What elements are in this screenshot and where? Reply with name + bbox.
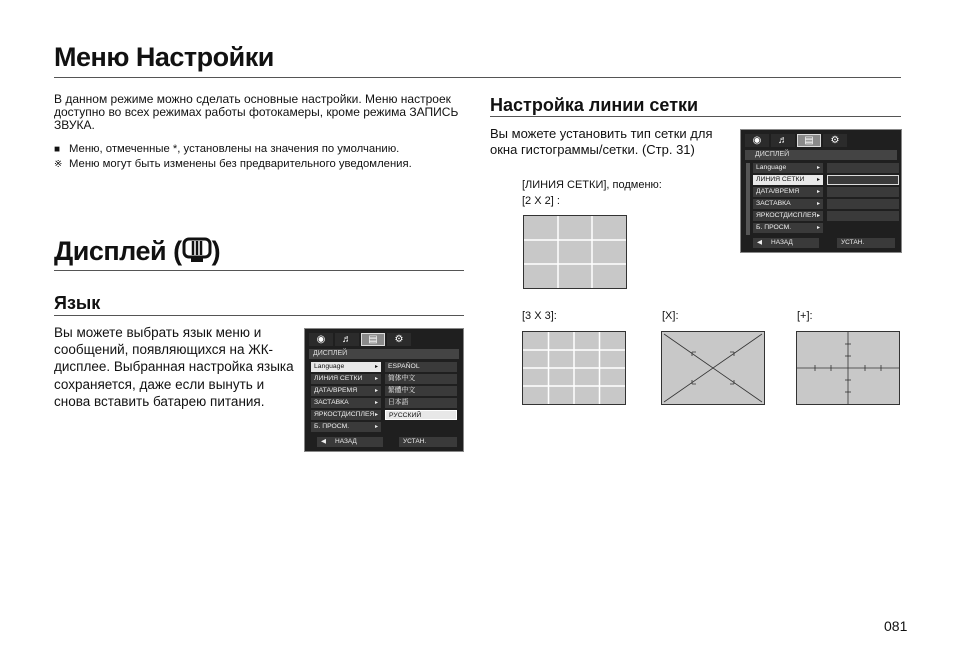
grid-plus-illustration bbox=[796, 331, 900, 405]
section-divider bbox=[54, 270, 464, 271]
back-arrow-icon: ◀ bbox=[321, 438, 326, 445]
grid-submenu-label: [ЛИНИЯ СЕТКИ], подменю: bbox=[522, 179, 662, 191]
lang-option: ESPAÑOL bbox=[385, 362, 457, 372]
notes bbox=[54, 142, 412, 172]
grid-heading: Настройка линии сетки bbox=[490, 95, 699, 115]
language-description: Вы можете выбрать язык меню и сообщений, появляющихся на ЖК-дисплее. Выбранная настройка языка сохраняется, даже если вынуть и снова вставить батарею питания. bbox=[54, 325, 294, 409]
scroll-track bbox=[746, 163, 750, 235]
page-number: 081 bbox=[884, 618, 908, 634]
display-icon: ▤ bbox=[797, 134, 821, 147]
camera-screen-grid bbox=[740, 129, 902, 253]
page-title: Меню Настройки bbox=[54, 42, 274, 72]
back-arrow-icon: ◀ bbox=[757, 239, 762, 246]
back-label: НАЗАД bbox=[771, 239, 793, 246]
sound-icon: ♬ bbox=[335, 333, 359, 346]
note-marker-reference: ※ bbox=[54, 159, 63, 170]
sound-icon: ♬ bbox=[771, 134, 795, 147]
grid-description: Вы можете установить тип сетки для окна гистограммы/сетки. (Стр. 31) bbox=[490, 126, 713, 157]
lang-option: 日本語 bbox=[385, 398, 457, 408]
camera-menu-tabs bbox=[309, 333, 411, 346]
menu-header: ДИСПЛЕЙ bbox=[755, 151, 790, 158]
language-heading: Язык bbox=[54, 293, 101, 313]
note-change: ※ Меню могут быть изменены без предварительного уведомления. bbox=[54, 158, 412, 170]
lang-option-selected: РУССКИЙ bbox=[385, 410, 457, 420]
menu-item-brightness: ЯРКОСТДИСПЛЕЯ ▸ bbox=[311, 410, 381, 420]
camera-icon: ◉ bbox=[745, 134, 769, 147]
title-divider bbox=[54, 77, 901, 78]
display-icon: ▤ bbox=[361, 333, 385, 346]
settings-gear-icon: ⚙ bbox=[823, 134, 847, 147]
grid-option bbox=[827, 187, 899, 197]
grid-3x3-label: [3 X 3]: bbox=[522, 310, 557, 322]
menu-item-grid-line: ЛИНИЯ СЕТКИ ▸ bbox=[753, 175, 823, 185]
settings-gear-icon: ⚙ bbox=[387, 333, 411, 346]
note-default: ■ Меню, отмеченные *, установлены на значения по умолчанию. bbox=[54, 143, 400, 155]
camera-menu-tabs bbox=[745, 134, 847, 147]
camera-icon: ◉ bbox=[309, 333, 333, 346]
back-label: НАЗАД bbox=[335, 438, 357, 445]
grid-option-selected bbox=[827, 175, 899, 185]
section-title: Дисплей ( ) bbox=[54, 236, 220, 270]
intro-text: В данном режиме можно сделать основные настройки. Меню настроек доступно во всех режимах работы фотокамеры, кроме режима ЗАПИСЬ ЗВУКА. bbox=[54, 92, 459, 132]
menu-header: ДИСПЛЕЙ bbox=[313, 350, 348, 357]
grid-option bbox=[827, 199, 899, 209]
menu-item-date-time: ДАТА/ВРЕМЯ ▸ bbox=[753, 187, 823, 197]
grid-option bbox=[827, 211, 899, 221]
camera-menu-list bbox=[311, 362, 381, 434]
camera-screen-language bbox=[304, 328, 464, 452]
grid-2x2-label: [2 X 2] : bbox=[522, 195, 560, 207]
menu-item-language: Language ▸ bbox=[311, 362, 381, 372]
grid-option bbox=[827, 163, 899, 173]
camera-menu-list bbox=[753, 163, 823, 235]
grid-x-illustration bbox=[661, 331, 765, 405]
menu-item-date-time: ДАТА/ВРЕМЯ ▸ bbox=[311, 386, 381, 396]
menu-item-quickview: Б. ПРОСМ. ▸ bbox=[311, 422, 381, 432]
grid-plus-label: [+]: bbox=[797, 310, 813, 322]
set-label: УСТАН. bbox=[403, 438, 427, 445]
grid-2x2-illustration bbox=[523, 215, 627, 289]
set-label: УСТАН. bbox=[841, 239, 865, 246]
menu-item-brightness: ЯРКОСТДИСПЛЕЯ ▸ bbox=[753, 211, 823, 221]
lang-option: 简体中文 bbox=[385, 374, 457, 384]
lang-option: 繁體中文 bbox=[385, 386, 457, 396]
menu-item-screensaver: ЗАСТАВКА ▸ bbox=[311, 398, 381, 408]
language-divider bbox=[54, 315, 464, 316]
note-marker-square: ■ bbox=[54, 144, 61, 155]
menu-item-grid-line: ЛИНИЯ СЕТКИ ▸ bbox=[311, 374, 381, 384]
menu-item-quickview: Б. ПРОСМ. ▸ bbox=[753, 223, 823, 233]
grid-x-label: [X]: bbox=[662, 310, 679, 322]
language-options bbox=[385, 362, 457, 422]
grid-3x3-illustration bbox=[522, 331, 626, 405]
grid-divider bbox=[490, 116, 901, 117]
grid-options bbox=[827, 163, 899, 223]
menu-item-language: Language ▸ bbox=[753, 163, 823, 173]
display-icon bbox=[182, 237, 212, 270]
menu-item-screensaver: ЗАСТАВКА ▸ bbox=[753, 199, 823, 209]
